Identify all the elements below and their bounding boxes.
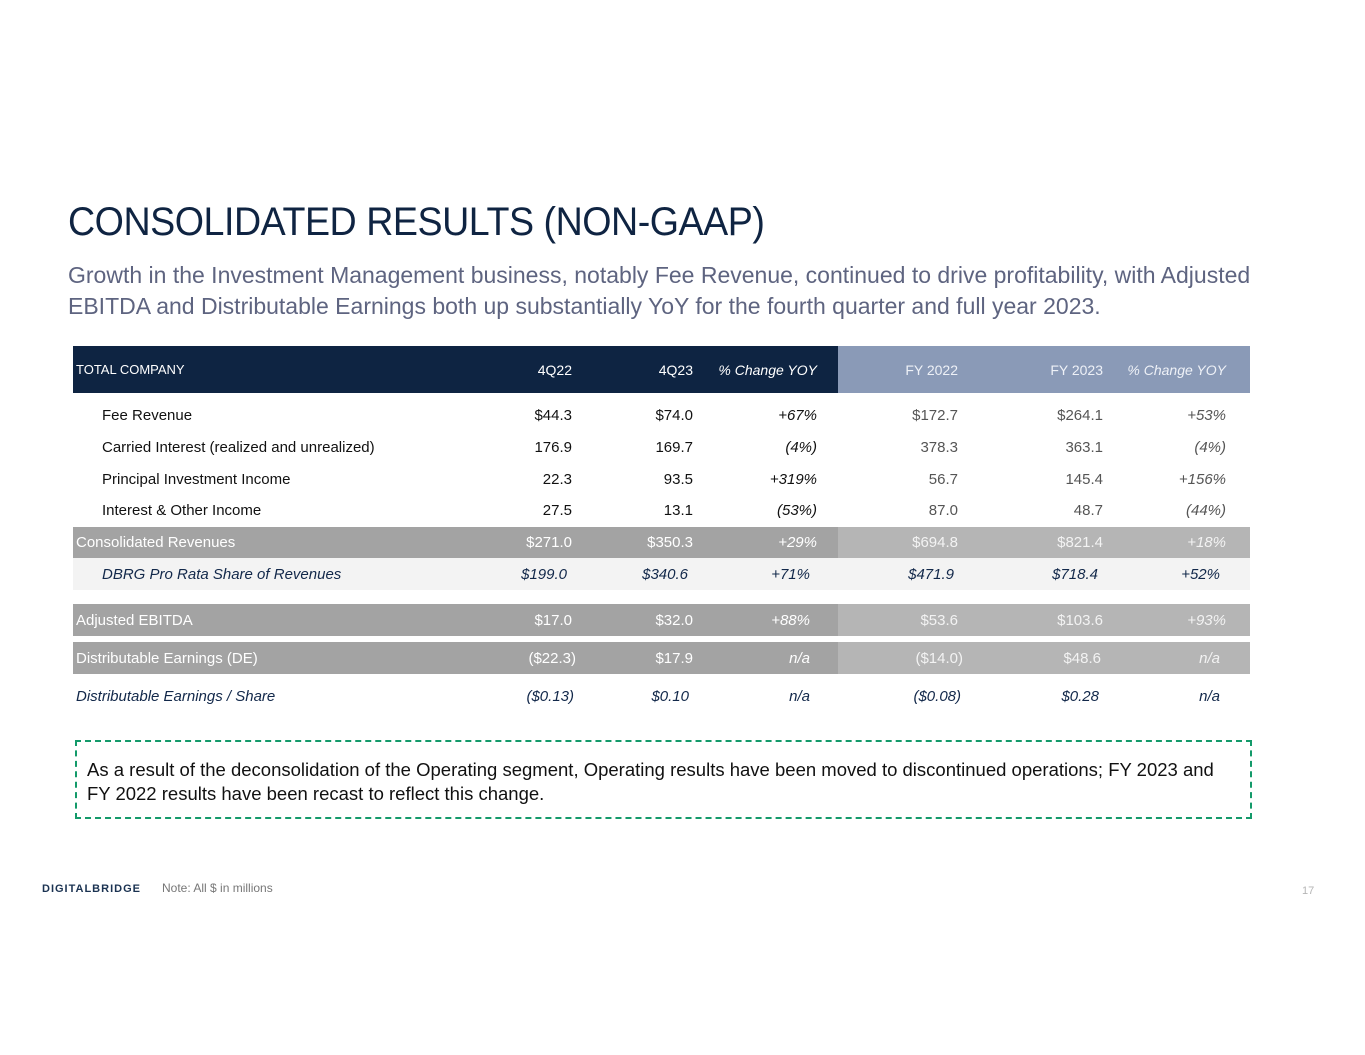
table-row: [73, 432, 1250, 462]
cell-fy2022: 378.3: [920, 438, 958, 456]
cell-4q23: $350.3: [647, 534, 693, 551]
cell-4q22: $271.0: [526, 534, 572, 551]
table-header: [73, 346, 1250, 393]
cell-4q23: $340.6: [642, 565, 688, 583]
cell-change-year: (4%): [1194, 438, 1226, 456]
results-table: [73, 346, 1250, 718]
table-row: [73, 642, 1250, 674]
cell-change-quarter: +88%: [771, 611, 810, 629]
footer-note: Note: All $ in millions: [162, 881, 273, 895]
cell-fy2022: $694.8: [912, 534, 958, 551]
cell-4q23: $32.0: [655, 611, 693, 629]
row-label: Interest & Other Income: [102, 501, 262, 519]
row-label: Distributable Earnings (DE): [76, 649, 258, 667]
cell-4q23: $74.0: [655, 406, 693, 424]
cell-fy2022: $471.9: [908, 565, 954, 583]
cell-4q22: $17.0: [534, 611, 572, 629]
cell-change-quarter: +71%: [771, 565, 810, 583]
cell-change-quarter: +319%: [769, 470, 817, 488]
cell-fy2023: 363.1: [1065, 438, 1103, 456]
cell-4q23: 93.5: [663, 470, 693, 488]
row-label: Carried Interest (realized and unrealized): [102, 438, 375, 456]
row-label: Fee Revenue: [102, 406, 193, 424]
cell-4q23: 169.7: [655, 438, 693, 456]
table-row: [73, 558, 1250, 590]
cell-4q22: 176.9: [534, 438, 572, 456]
cell-fy2023: $264.1: [1057, 406, 1103, 424]
cell-fy2022: 87.0: [928, 501, 958, 519]
cell-change-quarter: (4%): [785, 438, 817, 456]
row-label: Principal Investment Income: [102, 470, 291, 488]
table-row: [73, 495, 1250, 525]
row-label: Distributable Earnings / Share: [76, 687, 276, 705]
header-total-company: TOTAL COMPANY: [76, 362, 185, 377]
cell-4q22: 22.3: [542, 470, 572, 488]
cell-fy2023: $821.4: [1057, 534, 1103, 551]
header-fy2022: FY 2022: [905, 361, 958, 378]
cell-change-year: +52%: [1181, 565, 1220, 583]
page-title: CONSOLIDATED RESULTS (NON-GAAP): [68, 200, 765, 244]
cell-change-year: +156%: [1178, 470, 1226, 488]
cell-fy2023: $0.28: [1061, 687, 1099, 705]
cell-change-quarter: n/a: [789, 687, 810, 705]
table-row: [73, 400, 1250, 430]
cell-change-year: +18%: [1187, 534, 1226, 551]
page-subtitle: Growth in the Investment Management business, notably Fee Revenue, continued to drive profitability, with Adjusted EBITDA and Distributable Earnings both up substantially YoY for the fourth quarter and full year 2023.: [68, 262, 1251, 319]
cell-4q23: $17.9: [655, 649, 693, 667]
cell-fy2023: $48.6: [1063, 649, 1101, 667]
cell-change-quarter: +67%: [778, 406, 817, 424]
header-4q22: 4Q22: [537, 361, 572, 378]
row-label: DBRG Pro Rata Share of Revenues: [102, 565, 342, 583]
page-number: 17: [1302, 885, 1315, 897]
cell-fy2022: ($14.0): [915, 649, 963, 667]
table-row: [73, 527, 1250, 558]
cell-4q23: $0.10: [651, 687, 689, 705]
table-row: [73, 681, 1250, 711]
cell-fy2023: 48.7: [1073, 501, 1103, 519]
cell-fy2023: $718.4: [1052, 565, 1098, 583]
cell-fy2023: $103.6: [1057, 611, 1103, 629]
deconsolidation-note-text: As a result of the deconsolidation of the Operating segment, Operating results have been moved to discontinued operations; FY 2023 and FY 2022 results have been recast to reflect this change.: [87, 759, 1214, 804]
cell-change-quarter: (53%): [776, 501, 817, 519]
cell-fy2022: ($0.08): [913, 687, 961, 705]
deconsolidation-note: [75, 740, 1252, 819]
row-label: Adjusted EBITDA: [76, 611, 193, 629]
cell-4q22: ($0.13): [526, 687, 574, 705]
cell-4q22: ($22.3): [528, 649, 576, 667]
header-change-quarter: % Change YOY: [718, 361, 817, 378]
cell-fy2022: $172.7: [912, 406, 958, 424]
cell-change-year: n/a: [1199, 687, 1220, 705]
cell-change-quarter: n/a: [789, 649, 810, 667]
cell-fy2023: 145.4: [1065, 470, 1103, 488]
cell-change-quarter: +29%: [778, 534, 817, 551]
cell-fy2022: 56.7: [928, 470, 958, 488]
table-row: [73, 604, 1250, 636]
cell-fy2022: $53.6: [920, 611, 958, 629]
cell-change-year: (44%): [1185, 501, 1226, 519]
cell-4q23: 13.1: [663, 501, 693, 519]
cell-change-year: +53%: [1187, 406, 1226, 424]
cell-change-year: n/a: [1199, 649, 1220, 667]
digitalbridge-logo: DIGITALBRIDGE: [42, 883, 141, 895]
header-4q23: 4Q23: [658, 361, 693, 378]
header-change-year: % Change YOY: [1127, 361, 1226, 378]
row-label: Consolidated Revenues: [76, 534, 236, 551]
header-fy2023: FY 2023: [1050, 361, 1103, 378]
table-row: [73, 464, 1250, 494]
cell-4q22: $199.0: [521, 565, 567, 583]
cell-change-year: +93%: [1187, 611, 1226, 629]
cell-4q22: 27.5: [542, 501, 572, 519]
cell-4q22: $44.3: [534, 406, 572, 424]
